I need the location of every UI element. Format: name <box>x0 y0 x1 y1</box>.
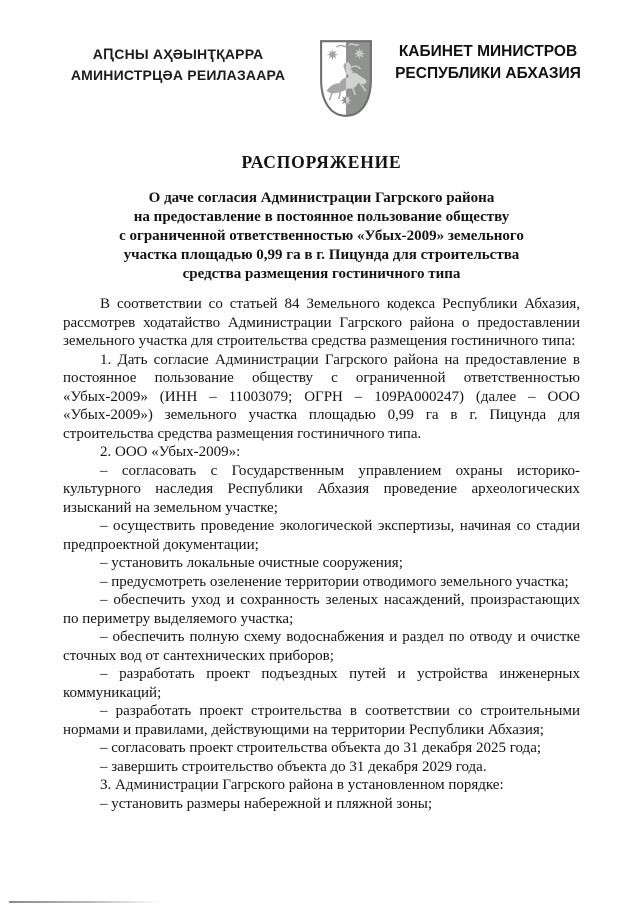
subject-line: участка площадью 0,99 га в г. Пицунда для строительства <box>123 247 520 263</box>
document-subject <box>63 189 580 284</box>
org-name-abkhazian-line2: АМИНИСТРЦӘА РЕИЛАЗААРА <box>70 67 286 83</box>
document-type-title: РАСПОРЯЖЕНИЕ <box>241 152 402 172</box>
org-name-russian-line2: РЕСПУБЛИКИ АБХАЗИЯ <box>395 65 581 82</box>
paragraph: 1. Дать согласие Администрации Гагрского района на предоставление в постоянное пользование обществу с ограниченной ответственностью «Убых-2009» (ИНН – 11003079; ОГРН – 109РА000247) (далее – ООО «Убых-2009») земельного участка площадью 0,99 га в г. Пицунда для строительства средства размещения гостиничного типа. <box>63 351 580 442</box>
paragraph: – обеспечить уход и сохранность зеленых насаждений, произрастающих по периметру выделяемого участка; <box>63 592 580 627</box>
org-name-abkhazian-line1: АԤСНЫ АҲӘЫНҬҚАРРА <box>92 46 264 62</box>
paragraph: – обеспечить полную схему водоснабжения и раздел по отводу и очистке сточных вод от сантехнических приборов; <box>63 629 580 664</box>
org-name-russian-line1: КАБИНЕТ МИНИСТРОВ <box>398 43 578 60</box>
paragraph: – согласовать с Государственным управлением охраны историко-культурного наследия Республики Абхазия проведение археологических изысканий на земельном участке; <box>63 462 580 516</box>
paragraph: – установить локальные очистные сооружения; <box>100 555 403 571</box>
document-body <box>63 295 580 813</box>
scan-artifact-line <box>9 901 161 903</box>
paragraph: – разработать проект подъездных путей и устройства инженерных коммуникаций; <box>63 666 580 701</box>
paragraph: – разработать проект строительства в соответствии со строительными нормами и правилами, действующими на территории Республики Абхазия; <box>63 703 580 738</box>
subject-line: средства размещения гостиничного типа <box>182 266 461 282</box>
paragraph: 2. ООО «Убых-2009»: <box>100 444 241 460</box>
paragraph: – осуществить проведение экологической экспертизы, начиная со стадии предпроектной документации; <box>63 518 580 553</box>
abkhazia-coat-of-arms-icon <box>318 38 374 119</box>
paragraph: – завершить строительство объекта до 31 декабря 2029 года. <box>100 758 487 775</box>
subject-line: О даче согласия Администрации Гагрского района <box>148 190 495 206</box>
letterhead <box>57 38 584 119</box>
paragraph: 3. Администрации Гагрского района в установленном порядке: <box>100 777 504 793</box>
paragraph: – установить размеры набережной и пляжной зоны; <box>100 795 433 812</box>
paragraph: – предусмотреть озеленение территории отводимого земельного участка; <box>100 573 569 590</box>
paragraph: В соответствии со статьей 84 Земельного кодекса Республики Абхазия, рассмотрев ходатайство Администрации Гагрского района о предоставлении земельного участка для строительства средства размещения гостиничного типа: <box>63 296 580 349</box>
paragraph: – согласовать проект строительства объекта до 31 декабря 2025 года; <box>100 740 542 756</box>
org-name-russian <box>392 38 584 85</box>
subject-line: на предоставление в постоянное пользование обществу <box>133 209 510 225</box>
subject-line: с ограниченной ответственностью «Убых-2009» земельного <box>119 228 524 244</box>
org-name-abkhazian <box>57 38 299 86</box>
